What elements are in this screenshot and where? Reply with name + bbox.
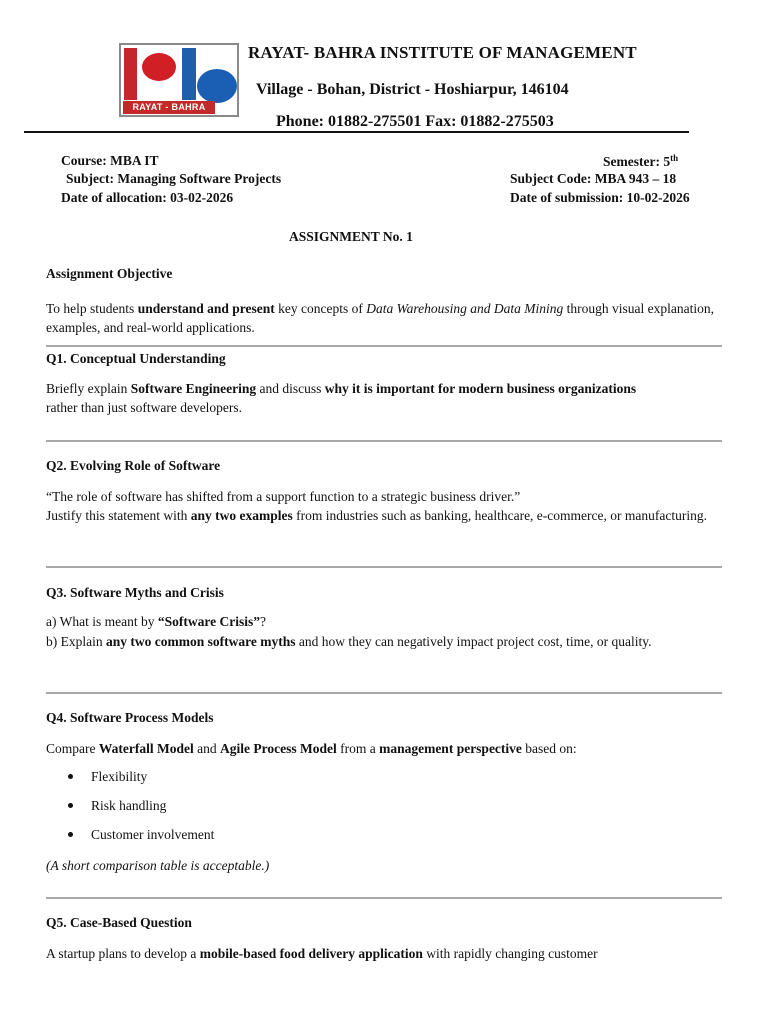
q2-text: Justify this statement with any two examples from industries such as banking, healthcare, e-commerce, or manufacturing.	[46, 508, 707, 523]
objective-heading: Assignment Objective	[46, 266, 173, 281]
q4-note: (A short comparison table is acceptable.)	[46, 858, 270, 873]
institute-address: Village - Bohan, District - Hoshiarpur, 146104	[256, 81, 569, 98]
allocation-date: Date of allocation: 03-02-2026	[61, 190, 234, 205]
submission-date: Date of submission: 10-02-2026	[510, 190, 690, 205]
subject-label: Subject: Managing Software Projects	[66, 171, 282, 186]
logo-blue-bar	[182, 48, 196, 100]
objective-text: To help students understand and present key concepts of Data Warehousing and Data Mining through visual explanation, examples, and real-world applications.	[46, 301, 714, 335]
institute-contact: Phone: 01882-275501 Fax: 01882-275503	[276, 113, 554, 130]
bullet-item: Flexibility	[68, 769, 147, 785]
section-divider	[46, 692, 722, 694]
q1-text: Briefly explain Software Engineering and discuss why it is important for modern business organizations rather than just software developers.	[46, 381, 637, 415]
section-divider	[46, 440, 722, 442]
logo-blue-circle	[197, 69, 237, 103]
logo-red-bar	[124, 48, 137, 100]
header-divider	[24, 131, 689, 133]
q2-heading: Q2. Evolving Role of Software	[46, 458, 221, 473]
q1-heading: Q1. Conceptual Understanding	[46, 351, 226, 366]
assignment-title: ASSIGNMENT No. 1	[289, 229, 413, 244]
logo-band: RAYAT - BAHRA	[123, 101, 215, 114]
q3-heading: Q3. Software Myths and Crisis	[46, 585, 224, 600]
section-divider	[46, 897, 722, 899]
section-divider	[46, 566, 722, 568]
semester-label: Semester: 5th	[603, 153, 679, 169]
bullet-icon	[68, 774, 73, 779]
q3-part-a: a) What is meant by “Software Crisis”?	[46, 614, 266, 629]
institute-name: RAYAT- BAHRA INSTITUTE OF MANAGEMENT	[248, 43, 637, 62]
q3-part-b: b) Explain any two common software myths and how they can negatively impact project cost, time, or quality.	[46, 634, 652, 649]
bullet-item: Risk handling	[68, 798, 166, 814]
course-label: Course: MBA IT	[61, 153, 159, 168]
q5-text: A startup plans to develop a mobile-based food delivery application with rapidly changing customer	[46, 946, 598, 961]
bullet-icon	[68, 803, 73, 808]
bullet-item: Customer involvement	[68, 827, 214, 843]
subject-code: Subject Code: MBA 943 – 18	[510, 171, 677, 186]
q2-quote: “The role of software has shifted from a support function to a strategic business driver.”	[46, 489, 521, 504]
q5-heading: Q5. Case-Based Question	[46, 915, 192, 930]
logo-red-circle	[142, 53, 176, 81]
bullet-icon	[68, 832, 73, 837]
q4-text: Compare Waterfall Model and Agile Process Model from a management perspective based on:	[46, 741, 577, 756]
institute-logo	[119, 43, 239, 117]
section-divider	[46, 345, 722, 347]
q4-heading: Q4. Software Process Models	[46, 710, 214, 725]
